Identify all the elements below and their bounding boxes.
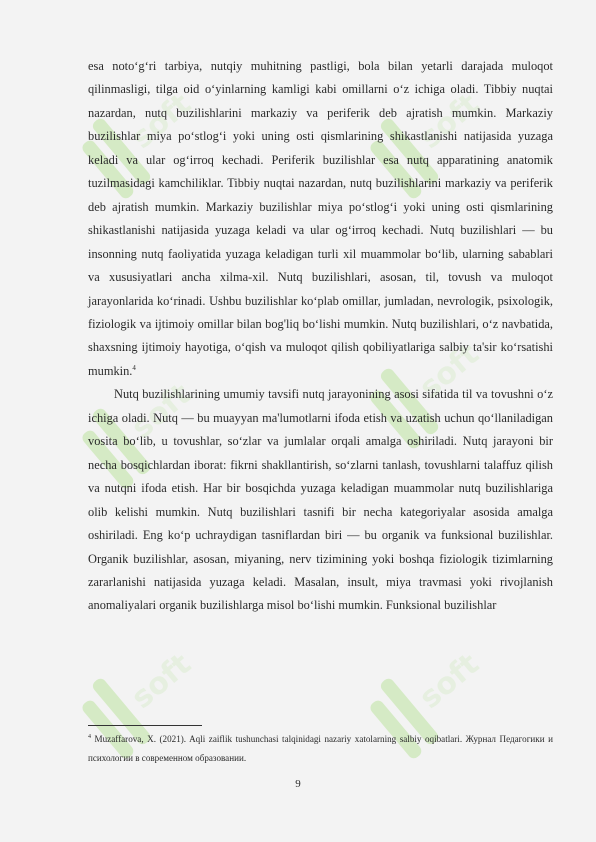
- paragraph: [88, 55, 553, 383]
- paragraph-text: esa noto‘g‘ri tarbiya, nutqiy muhitning pastligi, bola bilan yetarli darajada muloqot qilinmasligi, tilga oid o‘yinlarning kamligi kabi omillarni o‘z ichiga oladi. Tibbiy nuqtai nazardan, nutq buzilishlarini markaziy va periferik deb ajratish mumkin. Markaziy buzilishlar miya po‘stlog‘i yoki uning osti qismlarining shikastlanishi natijasida yuzaga keladi va ular og‘irroq kechadi. Periferik buzilishlar esa nutq apparatining anatomik tuzilmasidagi kamchiliklar. Tibbiy nuqtai nazardan, nutq buzilishlarini markaziy va periferik deb ajratish mumkin. Markaziy buzilishlar miya po‘stlog‘i yoki uning osti qismlarining shikastlanishi natijasida yuzaga keladi va ular og‘irroq kechadi. Nutq buzilishlari — bu insonning nutq faoliyatida yuzaga keladigan turli xil muammolar bo‘lib, ularning sabablari va xususiyatlari ancha xilma-xil. Nutq buzilishlari, asosan, til, tovush va muloqot jarayonlarida ko‘rinadi. Ushbu buzilishlar ko‘plab omillar, jumladan, nevrologik, psixologik, fiziologik va ijtimoiy omillar bilan bog'liq bo‘lishi mumkin. Nutq buzilishlari, o‘z navbatida, shaxsning ijtimoiy hayotiga, o‘qish va muloqot qilish qobiliyatlariga salbiy ta'sir ko‘rsatishi mumkin.: [88, 59, 553, 378]
- watermark-text: soft: [412, 86, 486, 156]
- footnote-separator: [88, 725, 202, 726]
- paragraph: [88, 383, 553, 618]
- watermark-text: soft: [412, 646, 486, 716]
- watermark-text: soft: [124, 86, 198, 156]
- watermark-text: soft: [124, 376, 198, 446]
- body-text: [88, 55, 553, 618]
- page-number: 9: [295, 778, 301, 790]
- footnote-number: 4: [88, 734, 91, 740]
- footnote-reference[interactable]: 4: [132, 363, 136, 372]
- watermark-text: soft: [124, 646, 198, 716]
- footnote: [88, 728, 553, 768]
- paragraph-text: Nutq buzilishlarining umumiy tavsifi nutq jarayonining asosi sifatida til va tovushni o‘z ichiga oladi. Nutq — bu muayyan ma'lumotlarni ifoda etish va uzatish uchun qo‘llaniladigan vosita bo‘lib, u tovushlar, so‘zlar va jumlalar orqali amalga oshiriladi. Nutq jarayoni bir necha bosqichlardan iborat: fikrni shakllantirish, so‘zlarni tanlash, tovushlarni talaffuz qilish va nutqni ifoda etish. Har bir bosqichda yuzaga keladigan muammolar nutq buzilishlariga olib kelishi mumkin. Nutq buzilishlari tasnifi bir necha kategoriyalar asosida amalga oshiriladi. Eng ko‘p uchraydigan tasniflardan biri — bu organik va funksional buzilishlar. Organik buzilishlar, asosan, miyaning, nerv tizimining yoki boshqa fiziologik tizimlarning zararlanishi natijasida yuzaga keladi. Masalan, insult, miya travmasi yoki rivojlanish anomaliyalari organik buzilishlarga misol bo‘lishi mumkin. Funksional buzilishlar: [88, 387, 553, 613]
- watermark-text: soft: [412, 336, 486, 406]
- footnote-text: Muzaffarova, X. (2021). Aqli zaiflik tushunchasi talqinidagi nazariy xatolarning salbiy oqibatlari. Журнал Педагогики и психологии в современном образовании.: [88, 734, 553, 764]
